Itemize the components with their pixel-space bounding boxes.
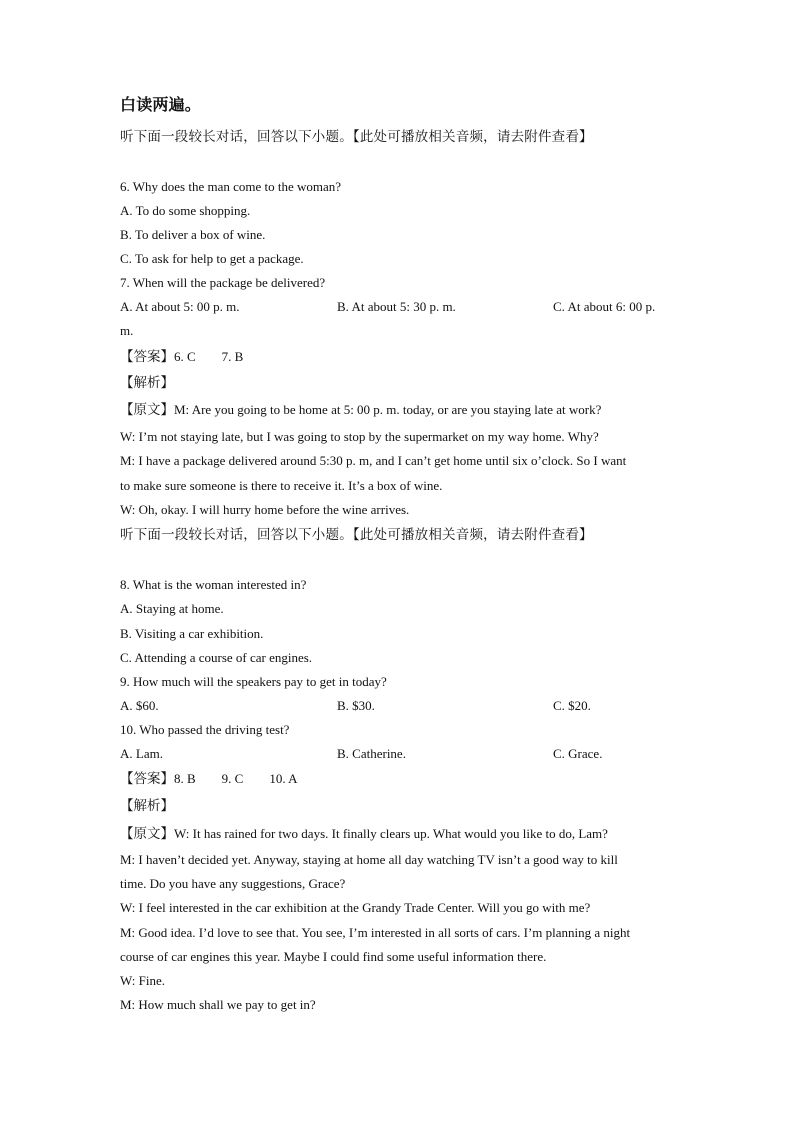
- analysis-2: 【解析】: [120, 798, 174, 814]
- q7-option-c: C. At about 6: 00 p.: [553, 299, 656, 314]
- q6-option-a: A. To do some shopping.: [120, 203, 251, 218]
- transcript-tag: 【原文】: [120, 826, 174, 842]
- instruction-1: 听下面一段较长对话，回答以下小题。【此处可播放相关音频，请去附件查看】: [120, 129, 593, 145]
- q7-option-a: A. At about 5: 00 p. m.: [120, 299, 240, 314]
- analysis-1: 【解析】: [120, 375, 174, 391]
- q6-option-c: C. To ask for help to get a package.: [120, 251, 304, 266]
- transcript-text: M: Are you going to be home at 5: 00 p. m. today, or are you staying late at work?: [174, 402, 602, 417]
- q10-option-c: C. Grace.: [553, 746, 603, 761]
- transcript-2-line-1: [120, 825, 608, 843]
- transcript-1-line-4: to make sure someone is there to receive it. It’s a box of wine.: [120, 478, 443, 493]
- transcript-text: W: It has rained for two days. It finally clears up. What would you like to do, Lam?: [174, 826, 608, 841]
- q10-option-a: A. Lam.: [120, 746, 163, 761]
- transcript-2-line-8: M: How much shall we pay to get in?: [120, 997, 316, 1012]
- transcript-1-line-3: M: I have a package delivered around 5:30 p. m, and I can’t get home until six o’clock. So I want: [120, 453, 627, 468]
- transcript-2-line-6: course of car engines this year. Maybe I could find some useful information there.: [120, 949, 547, 964]
- answer-tag: 【答案】: [120, 771, 174, 787]
- q10-option-b: B. Catherine.: [337, 746, 406, 761]
- transcript-1-line-5: W: Oh, okay. I will hurry home before the wine arrives.: [120, 502, 410, 517]
- q7-option-b: B. At about 5: 30 p. m.: [337, 299, 456, 314]
- transcript-tag: 【原文】: [120, 402, 174, 418]
- transcript-2-line-2: M: I haven’t decided yet. Anyway, staying at home all day watching TV isn’t a good way to kill: [120, 852, 618, 867]
- q8-option-b: B. Visiting a car exhibition.: [120, 626, 264, 641]
- q9-option-b: B. $30.: [337, 698, 375, 713]
- q7-option-c-wrap: m.: [120, 323, 134, 338]
- question-9: 9. How much will the speakers pay to get in today?: [120, 674, 387, 689]
- transcript-1-line-1: [120, 401, 601, 419]
- answer-2: [120, 770, 298, 788]
- q8-option-c: C. Attending a course of car engines.: [120, 650, 313, 665]
- q8-option-a: A. Staying at home.: [120, 601, 224, 616]
- transcript-2-line-5: M: Good idea. I’d love to see that. You see, I’m interested in all sorts of cars. I’m planning a night: [120, 925, 631, 940]
- transcript-2-line-7: W: Fine.: [120, 973, 166, 988]
- q9-option-c: C. $20.: [553, 698, 591, 713]
- transcript-1-line-2: W: I’m not staying late, but I was going to stop by the supermarket on my way home. Why?: [120, 429, 599, 444]
- answer-text: 6. C 7. B: [174, 349, 244, 364]
- intro-heading: 白读两遍。: [120, 95, 202, 114]
- transcript-2-line-3: time. Do you have any suggestions, Grace?: [120, 876, 346, 891]
- answer-tag: 【答案】: [120, 349, 174, 365]
- transcript-2-line-4: W: I feel interested in the car exhibition at the Grandy Trade Center. Will you go with me?: [120, 900, 591, 915]
- question-7: 7. When will the package be delivered?: [120, 275, 326, 290]
- answer-1: [120, 348, 243, 366]
- question-10: 10. Who passed the driving test?: [120, 722, 290, 737]
- instruction-2: 听下面一段较长对话，回答以下小题。【此处可播放相关音频，请去附件查看】: [120, 527, 593, 543]
- question-6: 6. Why does the man come to the woman?: [120, 179, 342, 194]
- question-8: 8. What is the woman interested in?: [120, 577, 307, 592]
- answer-text: 8. B 9. C 10. A: [174, 771, 298, 786]
- q6-option-b: B. To deliver a box of wine.: [120, 227, 266, 242]
- q9-option-a: A. $60.: [120, 698, 159, 713]
